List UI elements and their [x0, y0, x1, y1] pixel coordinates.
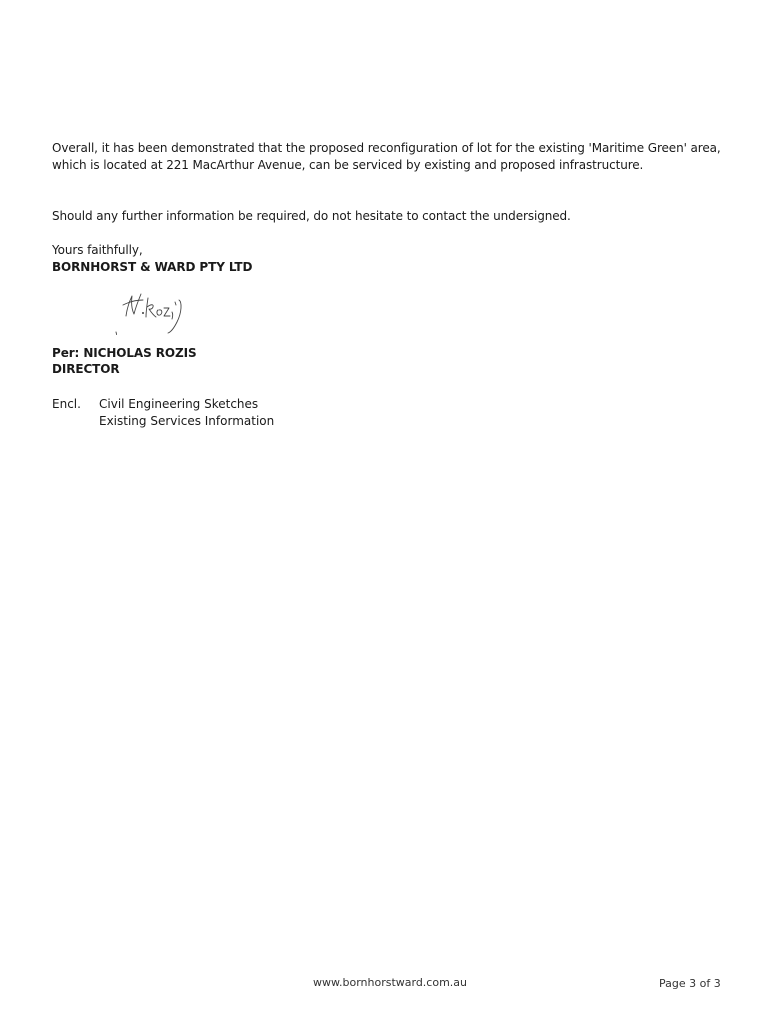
signatory-title: DIRECTOR — [52, 362, 120, 376]
body-paragraph-1-line-1: Overall, it has been demonstrated that the proposed reconfiguration of lot for the existing 'Maritime Green' area, — [52, 141, 721, 155]
body-paragraph-2: Should any further information be required, do not hesitate to contact the undersigned. — [52, 209, 571, 223]
enclosures-list — [99, 396, 274, 429]
handwritten-signature — [112, 290, 192, 338]
company-name: BORNHORST & WARD PTY LTD — [52, 260, 253, 274]
footer-website: www.bornhorstward.com.au — [313, 976, 468, 989]
body-paragraph-1 — [52, 140, 721, 173]
signatory-name: Per: NICHOLAS ROZIS — [52, 346, 197, 360]
enclosure-item: Existing Services Information — [99, 413, 275, 428]
footer-page-number: Page 3 of 3 — [659, 977, 721, 990]
enclosure-item: Civil Engineering Sketches — [99, 397, 259, 411]
body-paragraph-1-line-2: which is located at 221 MacArthur Avenue, can be serviced by existing and proposed infrastructure. — [52, 157, 644, 172]
enclosures-label: Encl. — [52, 397, 81, 411]
closing-salutation: Yours faithfully, — [52, 243, 143, 257]
